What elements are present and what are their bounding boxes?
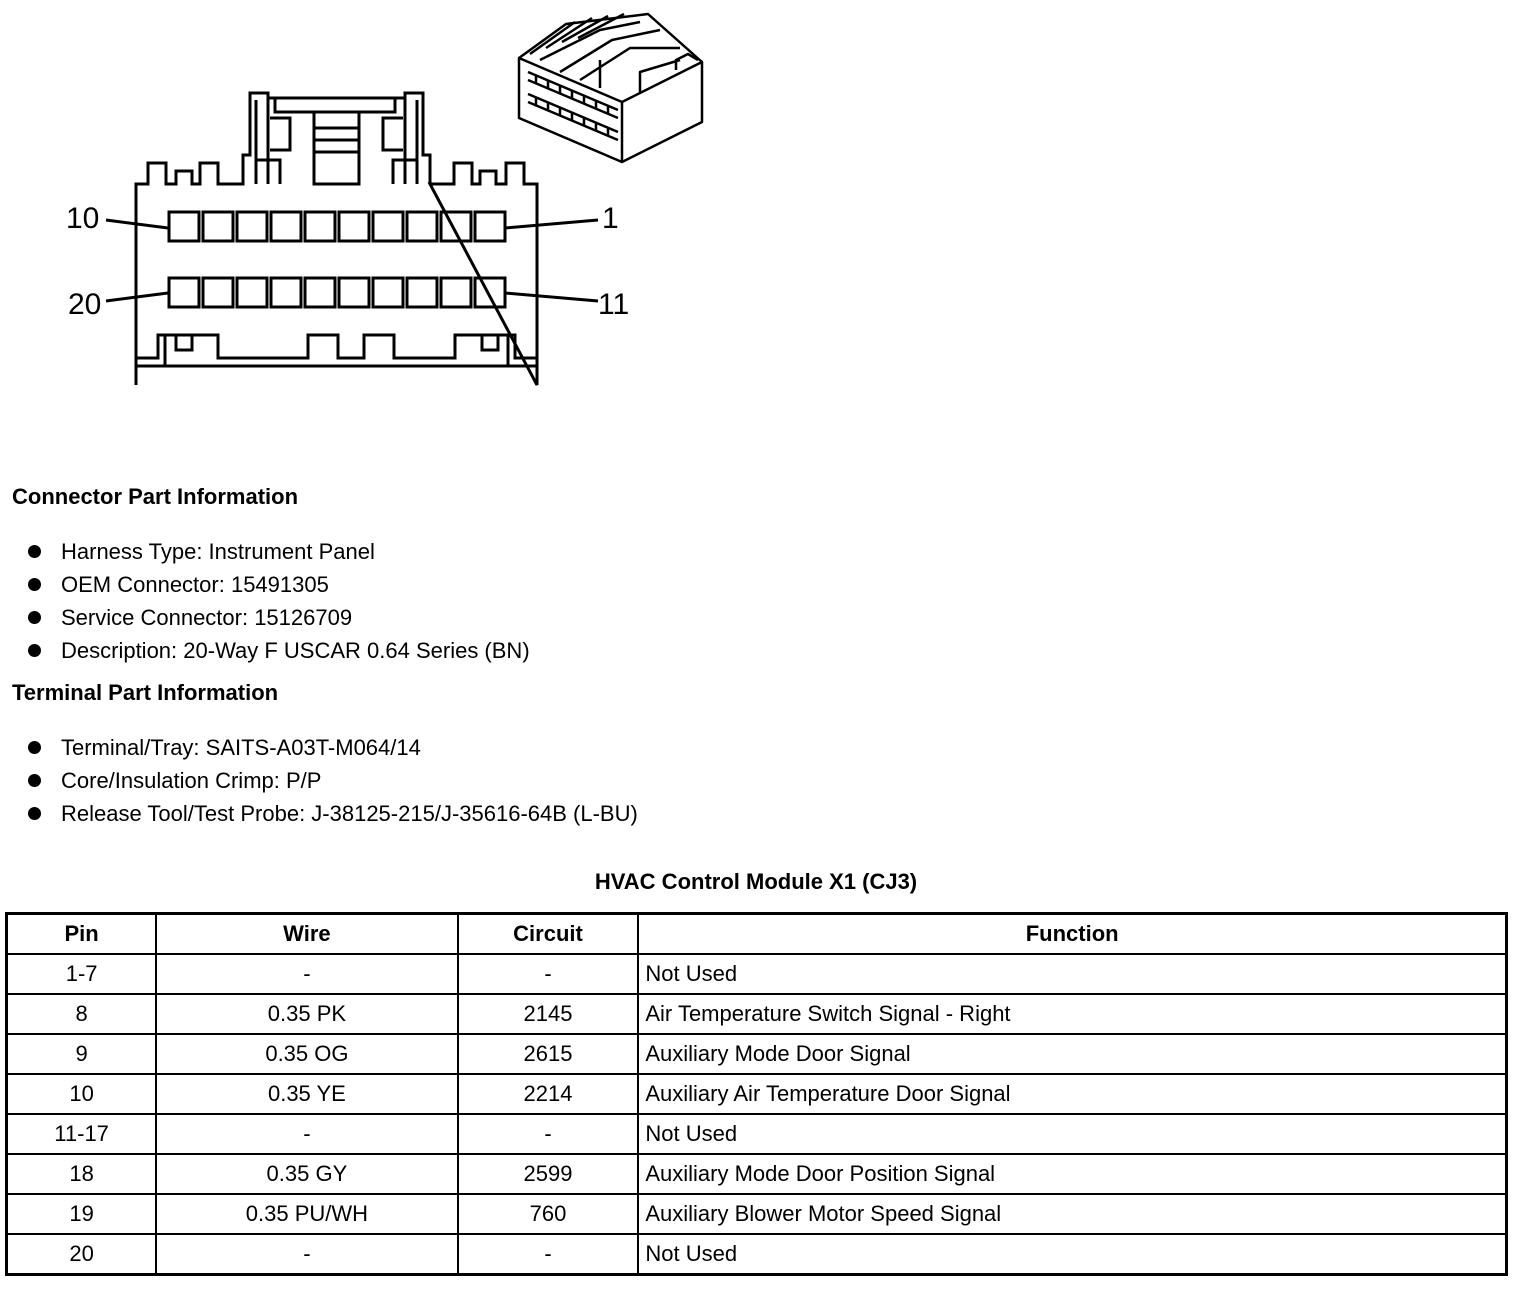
cell-pin: 10 xyxy=(7,1074,157,1114)
terminal-cavity xyxy=(169,278,199,307)
pin-label-10: 10 xyxy=(66,202,100,235)
cell-circuit: 760 xyxy=(458,1194,639,1234)
terminal-cavity xyxy=(373,212,403,241)
cell-function: Auxiliary Mode Door Position Signal xyxy=(638,1154,1506,1194)
cell-circuit: - xyxy=(458,1234,639,1275)
cell-wire: - xyxy=(156,954,457,994)
list-item: Core/Insulation Crimp: P/P xyxy=(28,764,638,797)
cell-circuit: 2615 xyxy=(458,1034,639,1074)
connector-3d-view xyxy=(519,14,702,162)
list-item: Service Connector: 15126709 xyxy=(28,601,530,634)
bullet-icon xyxy=(28,807,41,820)
terminal-cavity xyxy=(271,212,301,241)
terminal-info-heading: Terminal Part Information xyxy=(12,680,279,705)
terminal-cavity xyxy=(475,212,505,241)
cell-circuit: - xyxy=(458,1114,639,1154)
table-row xyxy=(7,1194,1507,1234)
table-title: HVAC Control Module X1 (CJ3) xyxy=(594,869,918,894)
cell-function: Auxiliary Mode Door Signal xyxy=(638,1034,1506,1074)
terminal-cavity xyxy=(237,212,267,241)
cell-wire: 0.35 OG xyxy=(156,1034,457,1074)
list-item: OEM Connector: 15491305 xyxy=(28,568,530,601)
terminal-cavity xyxy=(407,278,437,307)
list-item: Release Tool/Test Probe: J-38125-215/J-35616-64B (L-BU) xyxy=(28,797,638,830)
cell-function: Not Used xyxy=(638,1234,1506,1275)
cell-wire: - xyxy=(156,1114,457,1154)
table-row xyxy=(7,1234,1507,1275)
leader-line-pin-1 xyxy=(505,220,598,228)
table-row xyxy=(7,1034,1507,1074)
pin-label-1: 1 xyxy=(602,202,619,235)
cell-wire: 0.35 GY xyxy=(156,1154,457,1194)
list-item: Description: 20-Way F USCAR 0.64 Series (BN) xyxy=(28,634,530,667)
terminal-cavity xyxy=(339,212,369,241)
cell-wire: 0.35 PU/WH xyxy=(156,1194,457,1234)
latch-beam xyxy=(268,98,405,112)
column-header-wire: Wire xyxy=(156,914,457,955)
terminal-cavity xyxy=(441,278,471,307)
cell-circuit: - xyxy=(458,954,639,994)
terminal-cavity xyxy=(373,278,403,307)
connector-diagram xyxy=(0,0,760,400)
terminal-cavity xyxy=(203,212,233,241)
table-header-row xyxy=(7,914,1507,955)
terminal-cavity xyxy=(407,212,437,241)
terminal-cavity xyxy=(169,212,199,241)
cell-circuit: 2214 xyxy=(458,1074,639,1114)
terminal-cavity xyxy=(339,278,369,307)
terminal-info-list xyxy=(28,731,638,830)
terminal-cavity xyxy=(237,278,267,307)
bullet-icon xyxy=(28,644,41,657)
cell-function: Not Used xyxy=(638,954,1506,994)
table-row xyxy=(7,1154,1507,1194)
cell-pin: 20 xyxy=(7,1234,157,1275)
connector-info-list xyxy=(28,535,530,667)
connector-bottom-rail xyxy=(136,335,537,366)
terminal-cavity xyxy=(305,278,335,307)
table-row xyxy=(7,954,1507,994)
cell-function: Auxiliary Air Temperature Door Signal xyxy=(638,1074,1506,1114)
table-row xyxy=(7,994,1507,1034)
cell-function: Auxiliary Blower Motor Speed Signal xyxy=(638,1194,1506,1234)
list-item: Terminal/Tray: SAITS-A03T-M064/14 xyxy=(28,731,638,764)
cell-wire: - xyxy=(156,1234,457,1275)
cell-pin: 19 xyxy=(7,1194,157,1234)
pinout-table xyxy=(5,912,1508,1276)
cell-pin: 18 xyxy=(7,1154,157,1194)
terminal-cavity xyxy=(441,212,471,241)
cell-wire: 0.35 YE xyxy=(156,1074,457,1114)
bullet-icon xyxy=(28,774,41,787)
pin-label-20: 20 xyxy=(68,288,102,321)
latch-window xyxy=(314,112,359,184)
cell-function: Not Used xyxy=(638,1114,1506,1154)
connector-info-heading: Connector Part Information xyxy=(12,484,299,509)
cell-pin: 11-17 xyxy=(7,1114,157,1154)
column-header-pin: Pin xyxy=(7,914,157,955)
terminal-cavity xyxy=(475,278,505,307)
table-row xyxy=(7,1074,1507,1114)
terminal-cavity xyxy=(271,278,301,307)
bullet-icon xyxy=(28,741,41,754)
bullet-icon xyxy=(28,578,41,591)
column-header-circuit: Circuit xyxy=(458,914,639,955)
cell-circuit: 2599 xyxy=(458,1154,639,1194)
list-item: Harness Type: Instrument Panel xyxy=(28,535,530,568)
bullet-icon xyxy=(28,611,41,624)
column-header-function: Function xyxy=(638,914,1506,955)
cell-function: Air Temperature Switch Signal - Right xyxy=(638,994,1506,1034)
cell-pin: 9 xyxy=(7,1034,157,1074)
terminal-cavity xyxy=(305,212,335,241)
terminal-cavity xyxy=(203,278,233,307)
bullet-icon xyxy=(28,545,41,558)
cell-wire: 0.35 PK xyxy=(156,994,457,1034)
pin-label-11: 11 xyxy=(598,288,630,321)
leader-line-pin-11 xyxy=(505,293,598,301)
table-row xyxy=(7,1114,1507,1154)
cell-pin: 8 xyxy=(7,994,157,1034)
cell-circuit: 2145 xyxy=(458,994,639,1034)
cell-pin: 1-7 xyxy=(7,954,157,994)
